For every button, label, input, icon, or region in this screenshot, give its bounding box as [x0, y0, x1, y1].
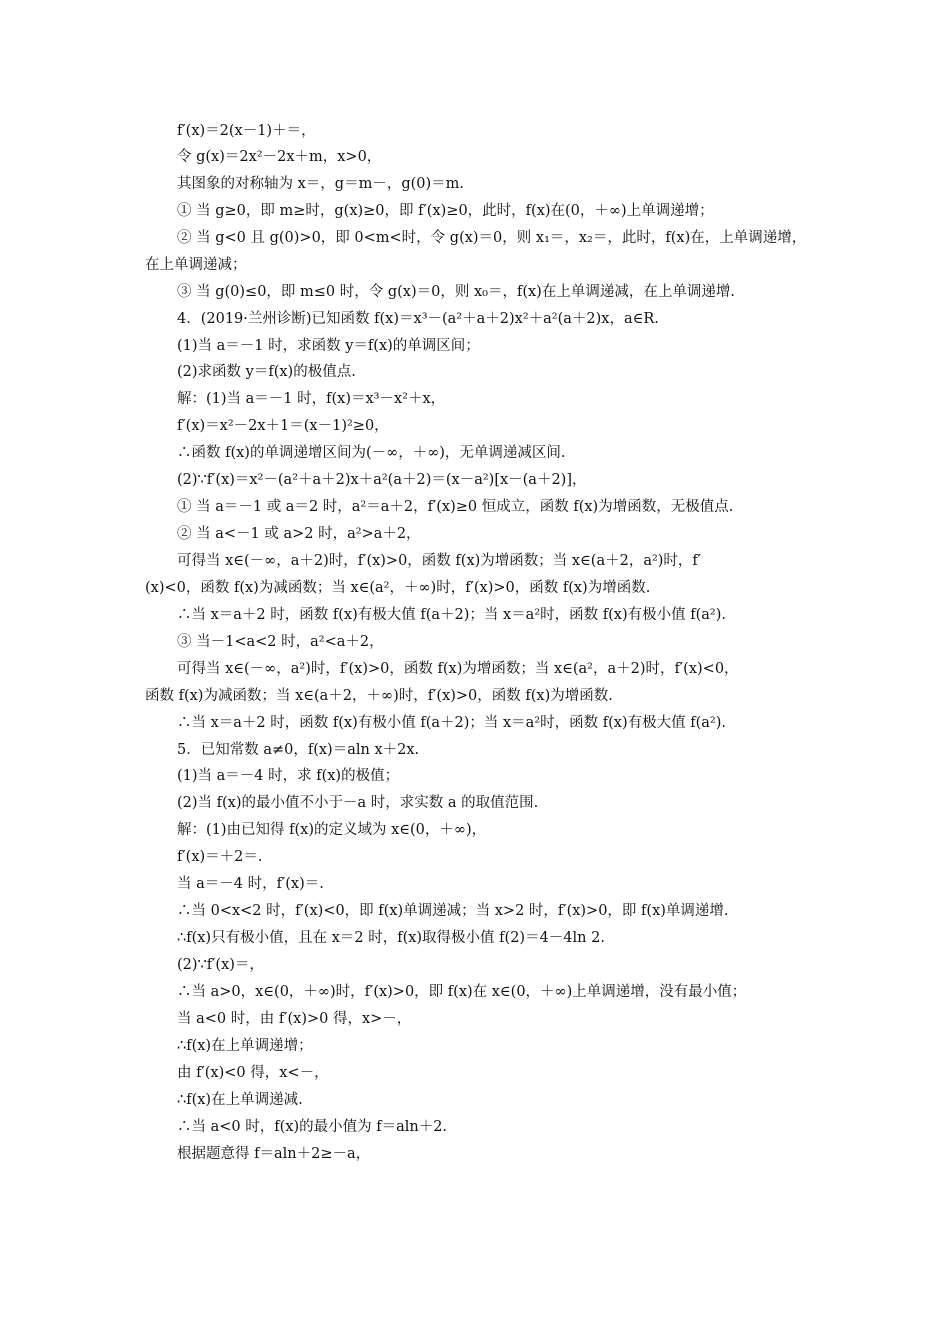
text-line: ∴函数 f(x)的单调递增区间为(－∞，＋∞)，无单调递减区间. — [177, 445, 566, 461]
text-line: (2)∵f′(x)＝， — [177, 957, 264, 973]
text-line: 解：(1)当 a＝－1 时，f(x)＝x³－x²＋x， — [177, 391, 446, 407]
problem-4-heading: 4．(2019·兰州诊断)已知函数 f(x)＝x³－(a²＋a＋2)x²＋a²(a＋2)x，a∈R. — [177, 311, 659, 327]
text-line: ① 当 g≥0，即 m≥时，g(x)≥0，即 f′(x)≥0，此时，f(x)在(0，＋∞)上单调递增； — [177, 203, 714, 219]
text-line: ∴f(x)只有极小值，且在 x＝2 时，f(x)取得极小值 f(2)＝4－4ln 2. — [177, 930, 605, 946]
text-line: (1)当 a＝－1 时，求函数 y＝f(x)的单调区间； — [177, 338, 480, 354]
problem-5-heading: 5．已知常数 a≠0，f(x)＝aln x＋2x. — [177, 742, 420, 758]
text-line: ① 当 a＝－1 或 a＝2 时，a²＝a＋2，f′(x)≥0 恒成立，函数 f(x)为增函数，无极值点. — [177, 499, 734, 515]
text-line: 令 g(x)＝2x²－2x＋m，x>0， — [177, 149, 382, 165]
text-line: ∴f(x)在上单调递增； — [177, 1038, 313, 1054]
text-line: ② 当 a<－1 或 a>2 时，a²>a＋2， — [177, 526, 421, 542]
text-line: ∴当 0<x<2 时，f′(x)<0，即 f(x)单调递减；当 x>2 时，f′(x)>0，即 f(x)单调递增. — [177, 903, 729, 919]
text-line: f′(x)＝x²－2x＋1＝(x－1)²≥0， — [177, 418, 389, 434]
text-line: ③ 当 g(0)≤0，即 m≤0 时，令 g(x)＝0，则 x₀＝，f(x)在上单调递减，在上单调递增. — [177, 284, 735, 300]
text-line: 其图象的对称轴为 x＝，g＝m－，g(0)＝m. — [177, 176, 464, 192]
text-line: 由 f′(x)<0 得，x<－， — [177, 1065, 329, 1081]
text-line: 在上单调递减； — [145, 257, 247, 273]
text-line: (x)<0，函数 f(x)为减函数；当 x∈(a²，＋∞)时，f′(x)>0，函数 f(x)为增函数. — [145, 580, 651, 596]
text-line: 当 a＝－4 时，f′(x)＝. — [177, 876, 324, 892]
text-line: ③ 当－1<a<2 时，a²<a＋2， — [177, 634, 384, 650]
text-line: f′(x)＝＋2＝. — [177, 849, 263, 865]
text-line: 可得当 x∈(－∞，a＋2)时，f′(x)>0，函数 f(x)为增函数；当 x∈(a＋2，a²)时，f′ — [177, 553, 702, 569]
text-line: (2)求函数 y＝f(x)的极值点. — [177, 364, 356, 380]
text-line: (2)当 f(x)的最小值不小于－a 时，求实数 a 的取值范围. — [177, 795, 539, 811]
text-line: (2)∵f′(x)＝x²－(a²＋a＋2)x＋a²(a＋2)＝(x－a²)[x－(a＋2)]， — [177, 472, 587, 488]
text-line: (1)当 a＝－4 时，求 f(x)的极值； — [177, 768, 400, 784]
text-line: 函数 f(x)为减函数；当 x∈(a＋2，＋∞)时，f′(x)>0，函数 f(x)为增函数. — [145, 688, 613, 704]
text-line: 根据题意得 f＝aln＋2≥－a， — [177, 1146, 371, 1162]
text-line: 解：(1)由已知得 f(x)的定义域为 x∈(0，＋∞)， — [177, 822, 487, 838]
text-line: 可得当 x∈(－∞，a²)时，f′(x)>0，函数 f(x)为增函数；当 x∈(a²，a＋2)时，f′(x)<0， — [177, 661, 739, 677]
text-line: ② 当 g<0 且 g(0)>0，即 0<m<时，令 g(x)＝0，则 x₁＝，x₂＝，此时，f(x)在，上单调递增， — [177, 230, 807, 246]
text-line: ∴f(x)在上单调递减. — [177, 1092, 303, 1108]
text-line: ∴当 a<0 时，f(x)的最小值为 f＝aln＋2. — [177, 1119, 448, 1135]
text-line: 当 a<0 时，由 f′(x)>0 得，x>－， — [177, 1011, 412, 1027]
text-line: ∴当 x＝a＋2 时，函数 f(x)有极大值 f(a＋2)；当 x＝a²时，函数 f(x)有极小值 f(a²). — [177, 607, 726, 623]
text-line: ∴当 x＝a＋2 时，函数 f(x)有极小值 f(a＋2)；当 x＝a²时，函数 f(x)有极大值 f(a²). — [177, 715, 726, 731]
text-line: f′(x)＝2(x－1)＋＝， — [177, 123, 316, 139]
text-line: ∴当 a>0，x∈(0，＋∞)时，f′(x)>0，即 f(x)在 x∈(0，＋∞)上单调递增，没有最小值； — [177, 984, 747, 1000]
